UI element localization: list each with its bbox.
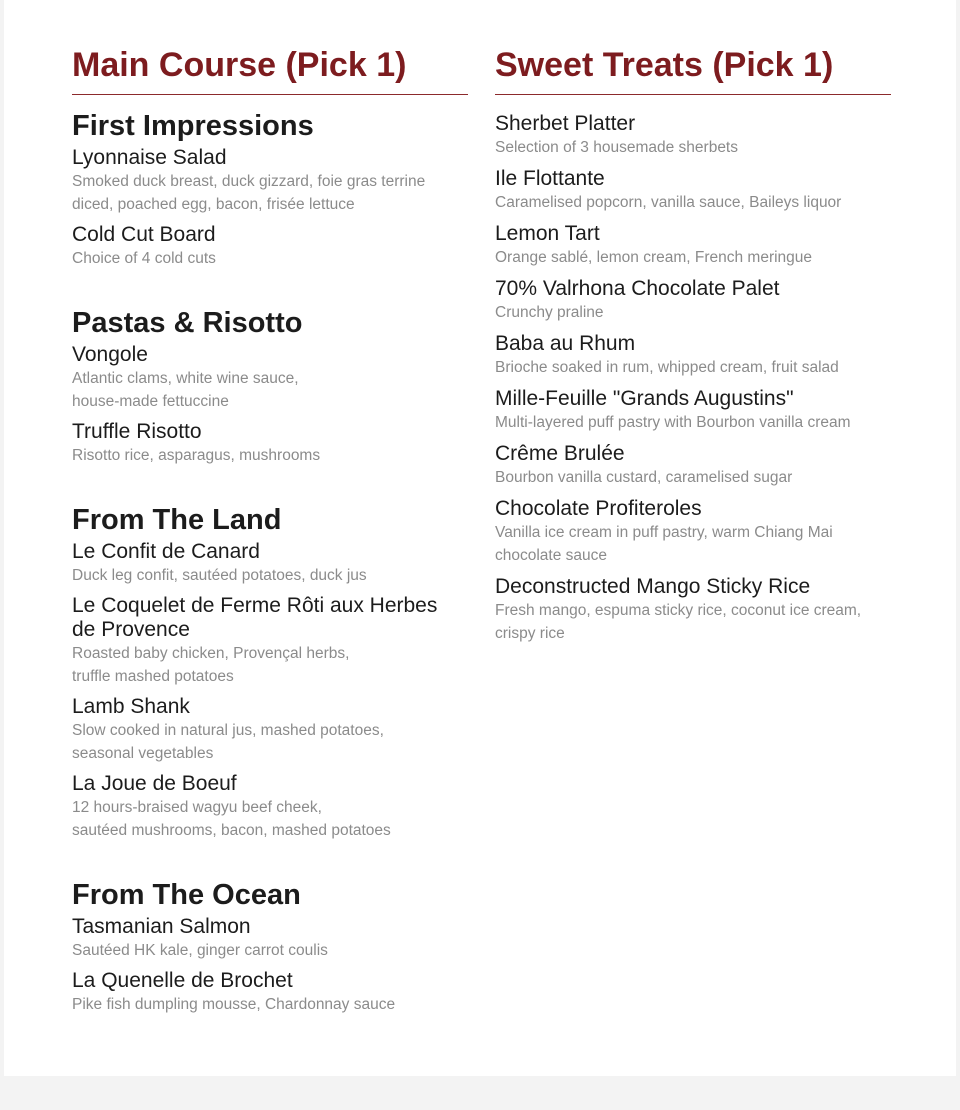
- section-title: First Impressions: [72, 110, 314, 142]
- item-description: Bourbon vanilla custard, caramelised sugar: [495, 469, 793, 486]
- item-name: La Quenelle de Brochet: [72, 969, 293, 992]
- item-description: Risotto rice, asparagus, mushrooms: [72, 447, 321, 464]
- item-description: crispy rice: [495, 625, 565, 642]
- item-description: Caramelised popcorn, vanilla sauce, Baileys liquor: [495, 194, 842, 211]
- item-name: Sherbet Platter: [495, 112, 636, 135]
- item-name: Tasmanian Salmon: [72, 915, 251, 938]
- menu-item: [72, 540, 468, 587]
- item-description: Crunchy praline: [495, 304, 604, 321]
- item-name: Baba au Rhum: [495, 332, 636, 355]
- menu-item: [72, 343, 468, 413]
- item-name: Vongole: [72, 343, 148, 366]
- item-description: seasonal vegetables: [72, 745, 214, 762]
- item-name: Chocolate Profiteroles: [495, 497, 702, 520]
- item-description: Brioche soaked in rum, whipped cream, fruit salad: [495, 359, 839, 376]
- item-description: 12 hours-braised wagyu beef cheek,: [72, 799, 322, 816]
- menu-item: [72, 915, 468, 962]
- sweet-treats-column: [495, 0, 891, 645]
- menu-item: [495, 167, 891, 214]
- menu-item: [495, 277, 891, 324]
- item-description: Vanilla ice cream in puff pastry, warm Chiang Mai: [495, 524, 833, 541]
- item-description: Duck leg confit, sautéed potatoes, duck jus: [72, 567, 367, 584]
- main-course-title: Main Course (Pick 1): [72, 44, 468, 95]
- item-description: Orange sablé, lemon cream, French meringue: [495, 249, 813, 266]
- item-name: Truffle Risotto: [72, 420, 202, 443]
- section-from-the-land: [72, 503, 468, 842]
- menu-item: [72, 594, 468, 688]
- menu-item: [72, 772, 468, 842]
- item-description: Choice of 4 cold cuts: [72, 250, 216, 267]
- section-title: From The Ocean: [72, 879, 301, 911]
- item-description: truffle mashed potatoes: [72, 668, 234, 685]
- item-description: house-made fettuccine: [72, 393, 229, 410]
- menu-item: [72, 146, 468, 216]
- menu-item: [495, 442, 891, 489]
- menu-page: [4, 0, 956, 1076]
- item-name: La Joue de Boeuf: [72, 772, 237, 795]
- menu-item: [495, 575, 891, 645]
- menu-item: [72, 223, 468, 270]
- menu-item: [495, 222, 891, 269]
- menu-item: [495, 387, 891, 434]
- item-description: Multi-layered puff pastry with Bourbon vanilla cream: [495, 414, 851, 431]
- item-description: Selection of 3 housemade sherbets: [495, 139, 738, 156]
- item-description: chocolate sauce: [495, 547, 608, 564]
- item-description: Sautéed HK kale, ginger carrot coulis: [72, 942, 328, 959]
- dessert-list: [495, 112, 891, 645]
- item-description: Slow cooked in natural jus, mashed potatoes,: [72, 722, 384, 739]
- item-name: Crême Brulée: [495, 442, 625, 465]
- sweet-treats-title: Sweet Treats (Pick 1): [495, 44, 891, 95]
- item-description: Fresh mango, espuma sticky rice, coconut ice cream,: [495, 602, 862, 619]
- item-name: Ile Flottante: [495, 167, 605, 190]
- item-name: Le Confit de Canard: [72, 540, 260, 563]
- menu-item: [72, 420, 468, 467]
- item-name: Cold Cut Board: [72, 223, 216, 246]
- item-description: Pike fish dumpling mousse, Chardonnay sauce: [72, 996, 396, 1013]
- item-description: Roasted baby chicken, Provençal herbs,: [72, 645, 350, 662]
- section-title: Pastas & Risotto: [72, 307, 303, 339]
- section-pastas-risotto: [72, 306, 468, 467]
- item-name: Lyonnaise Salad: [72, 146, 227, 169]
- section-from-the-ocean: [72, 878, 468, 1016]
- item-description: Smoked duck breast, duck gizzard, foie gras terrine: [72, 173, 426, 190]
- item-name: 70% Valrhona Chocolate Palet: [495, 277, 780, 300]
- item-name: de Provence: [72, 618, 190, 641]
- item-description: diced, poached egg, bacon, frisée lettuce: [72, 196, 355, 213]
- item-name: Le Coquelet de Ferme Rôti aux Herbes: [72, 594, 438, 617]
- item-name: Deconstructed Mango Sticky Rice: [495, 575, 811, 598]
- item-description: sautéed mushrooms, bacon, mashed potatoes: [72, 822, 391, 839]
- main-course-column: [72, 0, 468, 1016]
- section-title: From The Land: [72, 504, 282, 536]
- item-name: Lamb Shank: [72, 695, 190, 718]
- section-first-impressions: [72, 109, 468, 270]
- item-name: Lemon Tart: [495, 222, 600, 245]
- item-name: Mille-Feuille "Grands Augustins": [495, 387, 794, 410]
- menu-item: [495, 332, 891, 379]
- item-description: Atlantic clams, white wine sauce,: [72, 370, 299, 387]
- menu-item: [72, 695, 468, 765]
- menu-item: [72, 969, 468, 1016]
- menu-item: [495, 112, 891, 159]
- menu-item: [495, 497, 891, 567]
